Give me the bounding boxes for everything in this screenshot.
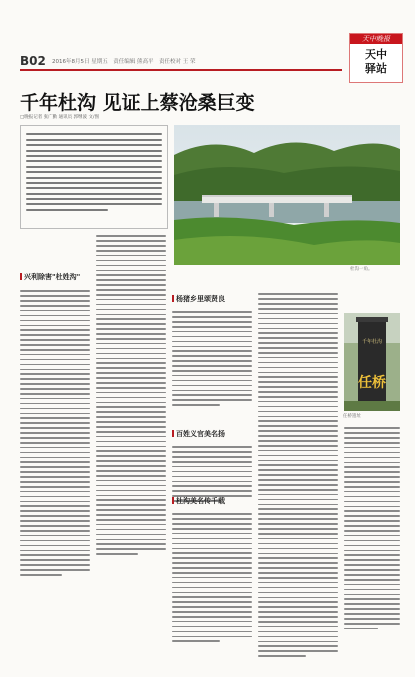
headline: 千年杜沟 见证上蔡沧桑巨变 [20,92,255,114]
pillar-text-top: 千年杜沟 [361,339,383,345]
subhead-2: 杨猪乡里颂贤良 [172,294,225,304]
intro-box [20,125,168,229]
subhead-4: 杜沟美名传千载 [172,496,225,506]
logo-line-2: 驿站 [365,62,387,75]
column-3-text-c [172,510,252,645]
logo-line-1: 天中 [365,48,387,61]
header-rule [20,69,342,71]
subhead-3: 百姓义官美名扬 [172,429,225,439]
pillar-photo [344,313,400,411]
logo-newspaper-name: 天中晚报 [350,34,402,44]
page-number: B02 [20,54,46,68]
byline: □晚报记者 张广勤 通讯员 郭继波 文/图 [20,115,99,120]
pillar-caption: 任桥遗址 [343,414,361,419]
intro-text [21,126,167,218]
column-4-text [258,290,338,660]
photo-caption: 杜沟一角。 [350,267,373,272]
page-header [0,0,415,84]
subhead-1: 兴利除害"杜姓沟" [20,272,80,282]
pillar-text-bottom: 任桥 [358,375,386,391]
column-5-text [344,424,400,633]
column-1-text [20,287,90,579]
dateline: 2016年8月5日 星期五 责任编辑 熊高平 责任校对 王 荣 [52,59,196,65]
main-photo [174,125,400,265]
column-logo [349,33,403,83]
column-3-text-a [172,308,252,409]
column-2-text [96,232,166,558]
